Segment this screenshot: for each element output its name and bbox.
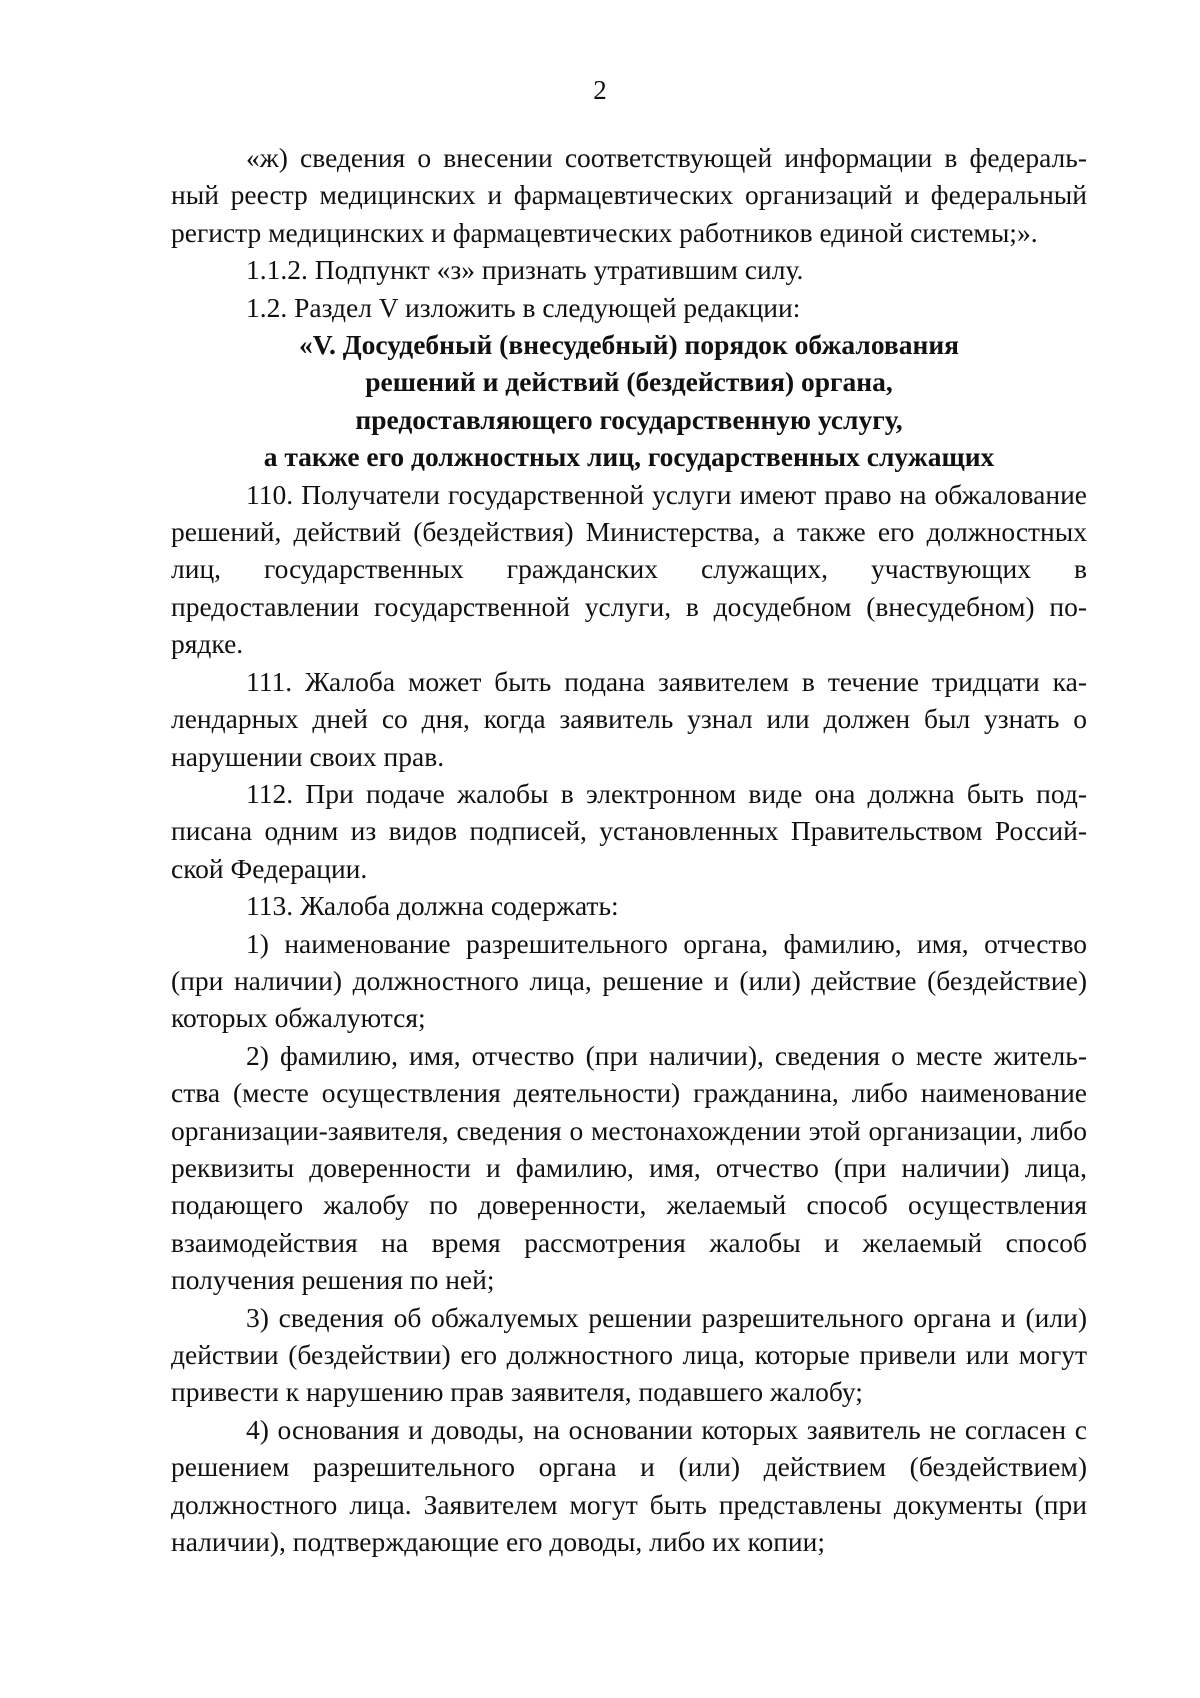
section-heading-line: а также его должностных лиц, государственных служащих [263, 441, 995, 473]
list-item-2: 2) фамилию, имя, отчество (при наличии), сведения о месте жительства (месте осуществления деятельности) гражданина, либо наименование организации-заявителя, сведения о местонахождении этой организации, либо реквизиты доверенности и фамилию, имя, отчество (при наличии) лица, подающего жалобу по доверенности, желаемый способ осуществления взаимодействия на время рассмотрения жалобы и желаемый способ получения решения по ней; [171, 1039, 1087, 1296]
paragraph-111: 111. Жалоба может быть подана заявителем в течение тридцати календарных дней со дня, когда заявитель узнал или должен был узнать о нарушении своих прав. [171, 665, 1087, 772]
section-heading-line: решений и действий (бездействия) органа, [365, 366, 893, 398]
paragraph-110: 110. Получатели государственной услуги имеют право на обжалование решений, действий (бездействия) Министерства, а также его должностных лиц, государственных гражданских служащих, участвующих в предоставлении государственной услуги, в досудебном (внесудебном) порядке. [171, 478, 1087, 660]
list-item-4: 4) основания и доводы, на основании которых заявитель не согласен с решением разрешительного органа и (или) действием (бездействием) должностного лица. Заявителем могут быть представлены документы (при наличии), подтверждающие его доводы, либо их копии; [171, 1413, 1087, 1558]
section-heading [171, 326, 1087, 476]
paragraph-1-2: 1.2. Раздел V изложить в следующей редакции: [246, 291, 801, 323]
section-heading-line: «V. Досудебный (внесудебный) порядок обжалования [298, 329, 960, 361]
paragraph-113: 113. Жалоба должна содержать: [246, 890, 619, 922]
list-item-1: 1) наименование разрешительного органа, фамилию, имя, отчество (при наличии) должностного лица, решение и (или) действие (бездействие) которых обжалуются; [171, 927, 1087, 1034]
document-body [171, 139, 1087, 1560]
paragraph-1-1-2: 1.1.2. Подпункт «з» признать утратившим силу. [246, 254, 804, 286]
list-item-3: 3) сведения об обжалуемых решении разрешительного органа и (или) действии (бездействии) его должностного лица, которые привели или могут привести к нарушению прав заявителя, подавшего жалобу; [171, 1301, 1087, 1408]
paragraph-item-zh: «ж) сведения о внесении соответствующей информации в федеральный реестр медицинских и фармацевтических организаций и федеральный регистр медицинских и фармацевтических работников единой системы;». [171, 142, 1087, 248]
section-heading-line: предоставляющего государственную услугу, [355, 403, 903, 435]
paragraph-112: 112. При подаче жалобы в электронном виде она должна быть подписана одним из видов подписей, установленных Правительством Российской Федерации. [171, 777, 1087, 884]
page-number: 2 [593, 75, 607, 105]
